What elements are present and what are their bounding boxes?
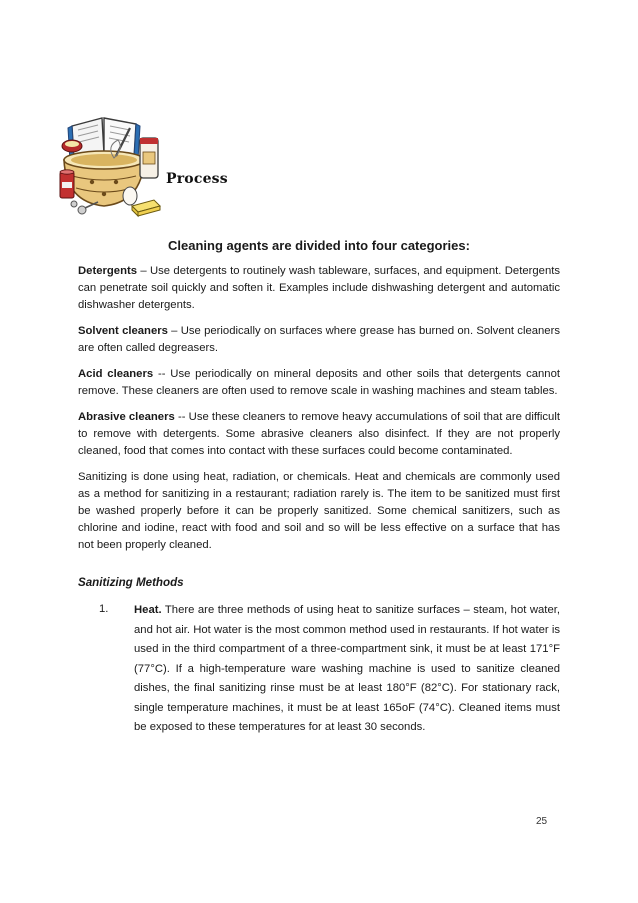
agent-description: Use these cleaners to remove heavy accumulations of soil that are difficult to remove with detergents. Some abrasive cleaners also disinfect. If they are not properly cleaned, food that comes into contact with these surfaces could become contaminated. [78, 411, 560, 457]
agent-paragraph-acid [78, 366, 560, 400]
agent-term: Detergents [78, 265, 138, 277]
page-content [78, 237, 560, 738]
method-body [134, 601, 560, 738]
section-heading: Process [166, 171, 228, 187]
jar-icon [140, 138, 158, 178]
method-description: There are three methods of using heat to sanitize surfaces – steam, hot water, and hot air. Hot water is the most common method used in restaurants. If hot water is used in the third compartment of a three-compartment sink, it must be at least 171°F (77°C). If a high-temperature ware washing machine is used to sanitize cleaned dishes, the final sanitizing rinse must be at least 180°F (82°C). For stationary rack, single temperature machines, it must be at least 165oF (74°C). Cleaned items must be exposed to these temperatures for at least 30 seconds. [134, 604, 560, 733]
agent-separator: – [167, 325, 181, 337]
sanitizing-methods-heading: Sanitizing Methods [78, 576, 184, 589]
agent-paragraph-solvent [78, 323, 560, 357]
method-item [78, 601, 560, 738]
agent-separator: -- [153, 368, 171, 380]
spice-can-icon [60, 170, 74, 198]
baking-ingredients-icon [58, 110, 162, 218]
agent-paragraph-abrasive [78, 409, 560, 460]
agent-term: Abrasive cleaners [78, 411, 175, 423]
method-number: 1. [99, 603, 109, 615]
agent-paragraph-detergents [78, 263, 560, 314]
agent-description: Use periodically on mineral deposits and other soils that detergents cannot remove. These cleaners are often used to remove scale in washing machines and steam tables. [78, 368, 560, 397]
page-number: 25 [536, 816, 548, 827]
agent-term: Acid cleaners [78, 368, 154, 380]
agent-separator: – [137, 265, 150, 277]
butter-icon [132, 200, 160, 216]
intro-heading: Cleaning agents are divided into four categories: [168, 238, 470, 253]
agent-description: Use detergents to routinely wash tableware, surfaces, and equipment. Detergents can penetrate soil quickly and soften it. Examples include dishwashing detergent and automatic dishwasher detergents. [78, 265, 561, 311]
agent-description: Use periodically on surfaces where grease has burned on. Solvent cleaners are often called degreasers. [78, 325, 560, 354]
agent-separator: -- [174, 411, 189, 423]
method-title: Heat. [134, 604, 162, 616]
agent-term: Solvent cleaners [78, 325, 168, 337]
sanitizing-paragraph: Sanitizing is done using heat, radiation, or chemicals. Heat and chemicals are commonly used as a method for sanitizing in a restaurant; radiation rarely is. The item to be sanitized must first be washed properly before it can be properly sanitized. Some chemical sanitizers, such as chlorine and iodine, react with food and soil and so will be less effective on a surface that has not been properly cleaned. [78, 471, 560, 551]
